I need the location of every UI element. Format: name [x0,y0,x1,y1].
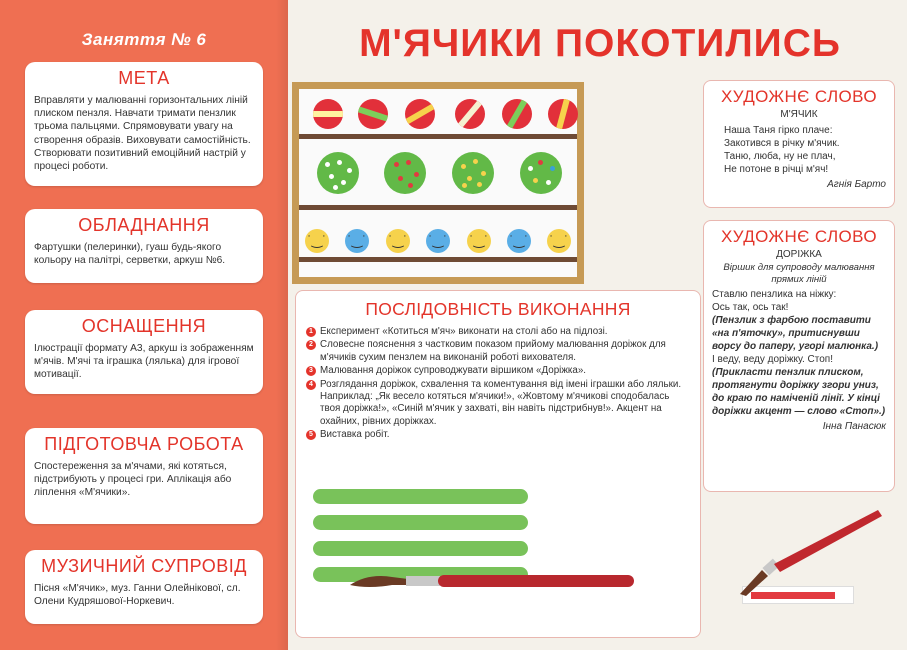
poem-line: Таню, люба, ну не плач, [724,151,836,162]
card-materials-heading: ОСНАЩЕННЯ [81,316,207,336]
red-ball [358,99,388,129]
yellow-face-ball: ˙‿˙ [467,229,491,253]
red-ball [455,99,485,129]
green-ball [452,152,494,194]
poem-line: Ставлю пензлика на ніжку: [712,289,837,300]
poem-path [712,288,886,418]
poem-instruction: (Пензлик з фарбою поставити «на п'яточку», притиснувши ворсу до паперу, угорі малюнка.) [712,315,879,352]
card-equipment [25,209,263,283]
blue-face-ball: ˙‿˙ [426,229,450,253]
balls-illustration [292,82,584,284]
poem-line: Закотився в річку м'ячик. [724,138,840,149]
red-ball [502,99,532,129]
card-preparation-heading: ПІДГОТОВЧА РОБОТА [44,434,244,454]
step-number-icon: 1 [306,327,316,337]
blue-face-ball: ˙‿˙ [507,229,531,253]
poem-line: Наша Таня гірко плаче: [724,125,833,136]
art-word-path-heading: ХУДОЖНЄ СЛОВО [721,227,877,246]
poem-author: Інна Панасюк [822,421,886,432]
art-word-path-subtitle: ДОРІЖКА [776,249,822,260]
step-text: Словесне пояснення з частковим показом прийому малювання доріжок для м'ячиків сухим пензлем на виконаній роботі вихователя. [320,339,666,363]
card-music [25,550,263,624]
card-music-text: Пісня «М'ячик», муз. Ганни Олейнікової, сл. Олени Кудряшової-Норкевич. [34,583,241,608]
green-ball [384,152,426,194]
step-number-icon: 2 [306,340,316,350]
step-number-icon: 3 [306,366,316,376]
red-ball [405,99,435,129]
green-track [313,541,528,556]
left-panel [0,0,288,650]
step-item [306,379,688,429]
card-materials [25,310,263,394]
card-preparation [25,428,263,524]
card-goal [25,62,263,186]
step-item [306,339,688,364]
card-equipment-heading: ОБЛАДНАННЯ [78,215,210,235]
art-word-path [703,220,895,492]
poem-instruction: (Прикласти пензлик плиском, протягнути доріжку згори униз, до краю по наміченій лінії. У кінці доріжки акцент — слово «Стоп».) [712,367,886,417]
step-text: Експеримент «Котиться м'яч» виконати на столі або на підлозі. [320,326,608,337]
art-word-ball-heading: ХУДОЖНЄ СЛОВО [721,87,877,106]
poem-line: Не потоне в річці м'яч! [724,164,829,175]
shelf-bottom [299,257,577,262]
step-text: Малювання доріжок супроводжувати віршиком «Доріжка». [320,365,586,377]
poem-description: Віршик для супроводу малювання прямих ліній [723,262,875,285]
step-number-icon: 5 [306,430,316,440]
shelf-top [299,134,577,139]
sequence-steps [296,326,700,442]
poem-author: Агнія Барто [827,179,886,190]
sequence-panel [295,290,701,638]
card-music-heading: МУЗИЧНИЙ СУПРОВІД [41,556,247,576]
yellow-face-ball: ˙‿˙ [547,229,571,253]
card-goal-heading: МЕТА [118,68,170,88]
shelf-middle [299,205,577,210]
step-item [306,429,688,441]
art-word-ball-subtitle: М'ЯЧИК [780,109,818,120]
green-track [313,489,528,504]
card-equipment-text: Фартушки (пелеринки), гуаш будь-якого кольору на палітрі, серветки, аркуш №6. [34,242,226,267]
card-materials-text: Ілюстрації формату А3, аркуш із зображенням м'ячів. М'ячі та іграшка (лялька) для ігрової мотивації. [34,343,254,381]
poem-ball [712,124,886,176]
step-text: Виставка робіт. [320,429,390,441]
art-word-ball [703,80,895,208]
card-goal-text: Вправляти у малюванні горизонтальних ліній плиском пензля. Навчати тримати пензлик трьома пальцями. Спрямовувати увагу на створення образів. Виховувати самостійність. Створювати позитивний емоційний настрій у процесі роботи. [34,95,251,173]
yellow-face-ball: ˙‿˙ [386,229,410,253]
red-ball [313,99,343,129]
green-ball [520,152,562,194]
red-ball [548,99,578,129]
blue-face-ball: ˙‿˙ [345,229,369,253]
poem-line: Ось так, ось так! [712,302,789,313]
step-item [306,365,688,377]
shelf-picture [299,89,577,277]
paintbrush-icon [348,563,636,593]
lesson-number: Заняття № 6 [81,30,207,49]
step-item [306,326,688,338]
green-track [313,515,528,530]
card-preparation-text: Спостереження за м'ячами, які котяться, підстрибують у процесі гри. Аплікація або ліплення «М'ячики». [34,461,232,499]
yellow-face-ball: ˙‿˙ [305,229,329,253]
sequence-heading: ПОСЛІДОВНІСТЬ ВИКОНАННЯ [365,299,631,319]
step-number-icon: 4 [306,380,316,390]
step-text: Розглядання доріжок, схвалення та коментування від імені іграшки або ляльки. Наприклад: „Як весело котяться м'ячики!», «Жовтому м'ячикові сподобалась твоя доріжка!», «Синій м'ячик у захваті, він навіть підстрибнув!». Акцент на охайних, рівних доріжках. [320,378,682,427]
green-ball [317,152,359,194]
poem-line: І веду, веду доріжку. Стоп! [712,354,834,365]
paintbrush-icon [728,508,888,598]
page-title: М'ЯЧИКИ ПОКОТИЛИСЬ [359,22,841,65]
